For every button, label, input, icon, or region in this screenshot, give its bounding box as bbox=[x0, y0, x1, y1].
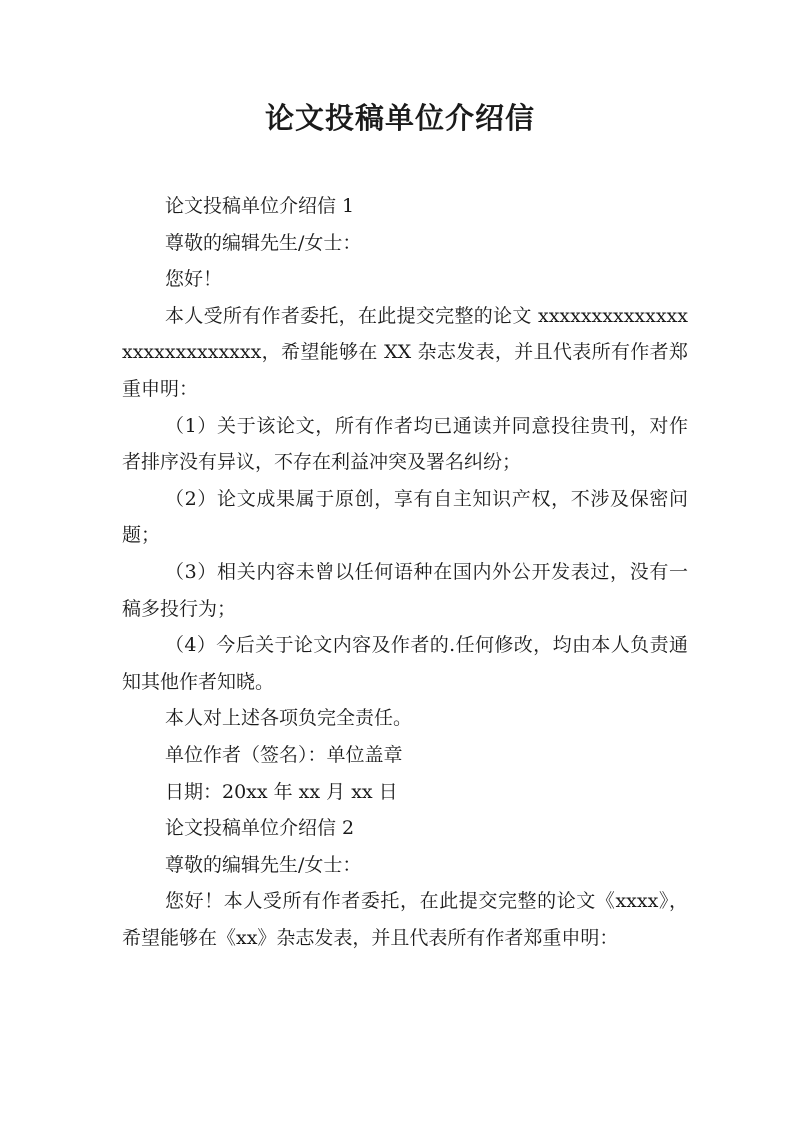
declaration-item-3: （3）相关内容未曾以任何语种在国内外公开发表过，没有一稿多投行为； bbox=[122, 560, 688, 620]
responsibility-statement: 本人对上述各项负完全责任。 bbox=[165, 707, 413, 730]
letter-heading-2: 论文投稿单位介绍信 2 bbox=[165, 817, 355, 840]
salutation-2: 尊敬的编辑先生/女士： bbox=[165, 853, 362, 876]
document-body bbox=[122, 188, 688, 956]
salutation: 尊敬的编辑先生/女士： bbox=[165, 231, 362, 254]
greeting: 您好！ bbox=[165, 268, 223, 291]
intro-paragraph: 本人受所有作者委托，在此提交完整的论文 xxxxxxxxxxxxxxxxxxxxxxxxxxx，希望能够在 XX 杂志发表，并且代表所有作者郑重申明： bbox=[122, 304, 688, 400]
date-line: 日期：20xx 年 xx 月 xx 日 bbox=[165, 780, 398, 803]
declaration-item-2: （2）论文成果属于原创，享有自主知识产权，不涉及保密问题； bbox=[122, 487, 688, 547]
declaration-item-1: （1）关于该论文，所有作者均已通读并同意投往贵刊，对作者排序没有异议，不存在利益冲突及署名纠纷； bbox=[122, 414, 688, 474]
signature-line: 单位作者（签名）：单位盖章 bbox=[165, 743, 403, 766]
declaration-item-4: （4）今后关于论文内容及作者的.任何修改，均由本人负责通知其他作者知晓。 bbox=[122, 634, 688, 693]
letter-heading: 论文投稿单位介绍信 1 bbox=[165, 195, 355, 217]
intro-paragraph-2: 您好！本人受所有作者委托，在此提交完整的论文《xxxx》，希望能够在《xx》杂志发表，并且代表所有作者郑重申明： bbox=[122, 890, 688, 949]
document-title: 论文投稿单位介绍信 bbox=[264, 101, 535, 135]
